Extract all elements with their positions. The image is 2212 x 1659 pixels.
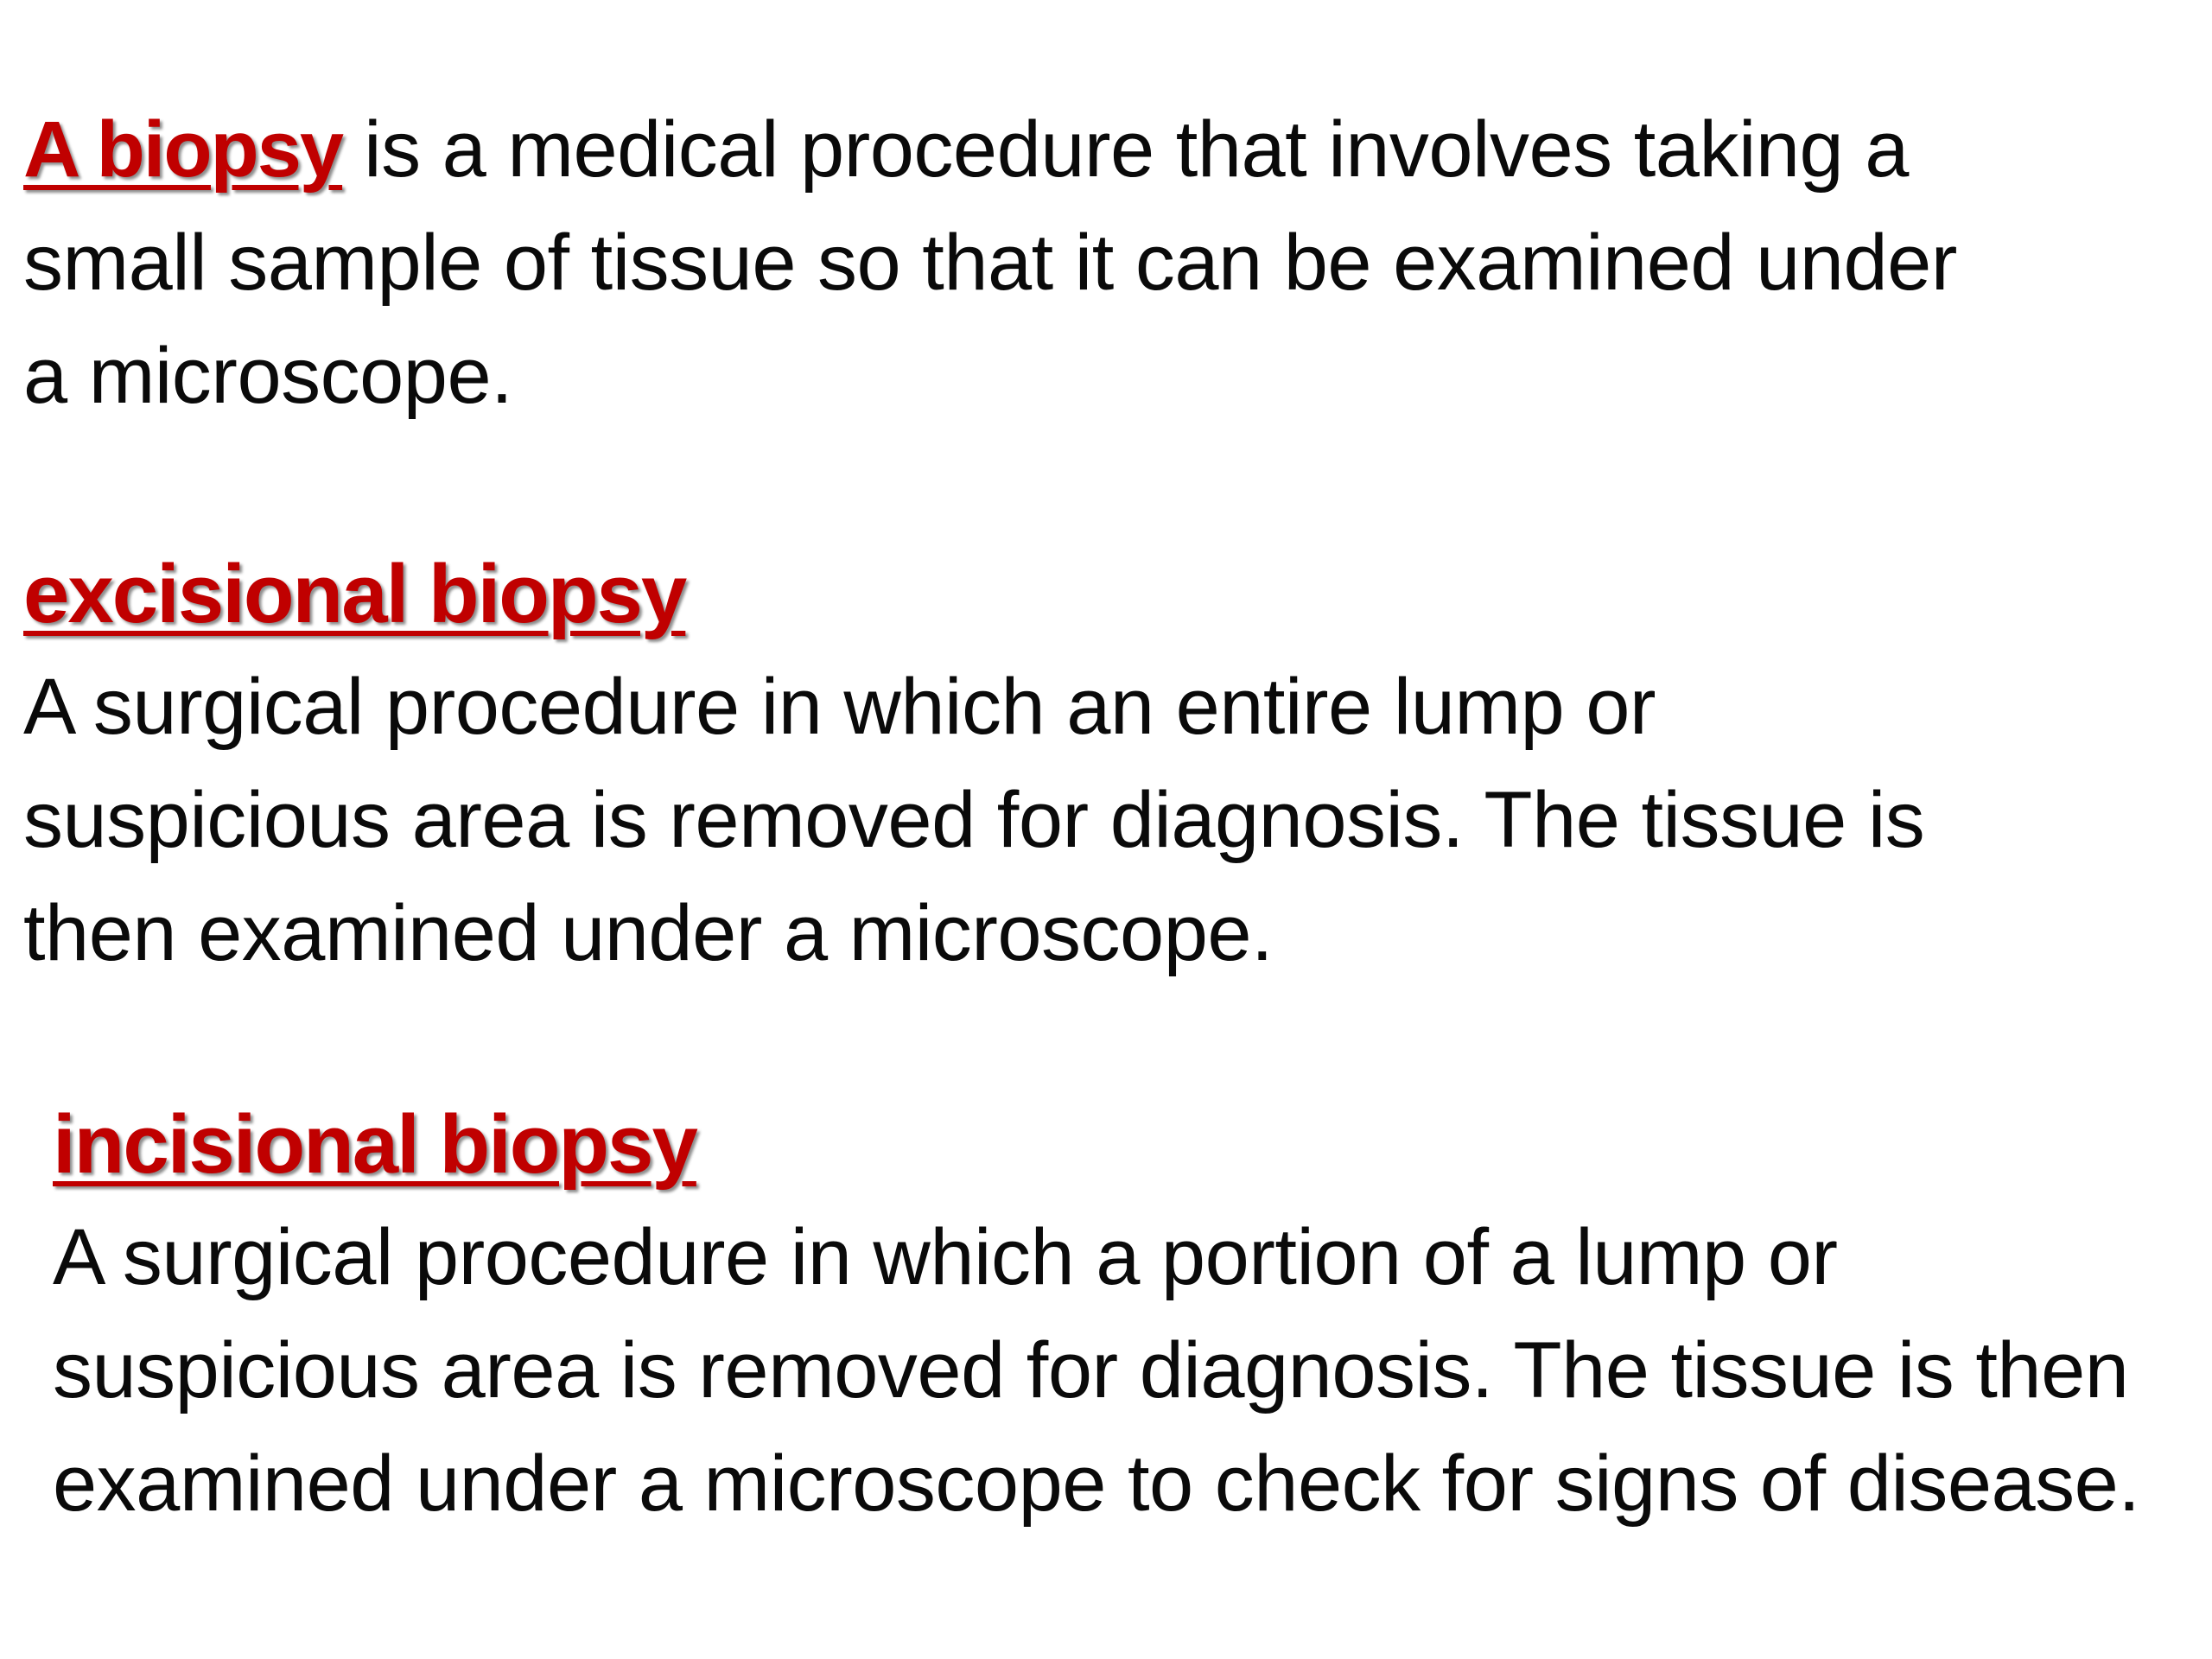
- term-biopsy: A biopsy: [23, 105, 343, 194]
- incisional-biopsy-section: [53, 1088, 2139, 1541]
- excisional-line-2: suspicious area is removed for diagnosis. The tissue is: [23, 776, 1925, 864]
- definition-text-1: is a medical procedure that involves taking a: [342, 105, 1909, 194]
- incisional-line-3: examined under a microscope to check for signs of disease.: [53, 1440, 2140, 1528]
- excisional-line-1: A surgical procedure in which an entire lump or: [23, 663, 1656, 751]
- excisional-line-3: then examined under a microscope.: [23, 889, 1274, 977]
- excisional-biopsy-section: [23, 537, 1924, 990]
- incisional-line-2: suspicious area is removed for diagnosis. The tissue is then: [53, 1326, 2129, 1414]
- incisional-biopsy-heading: incisional biopsy: [53, 1098, 696, 1191]
- excisional-biopsy-heading: excisional biopsy: [23, 548, 686, 640]
- biopsy-definition: [23, 93, 1957, 433]
- definition-line-1: [23, 93, 1957, 207]
- definition-line-3: a microscope.: [23, 332, 513, 420]
- incisional-line-1: A surgical procedure in which a portion of a lump or: [53, 1213, 1838, 1301]
- definition-line-2: small sample of tissue so that it can be examined under: [23, 219, 1957, 307]
